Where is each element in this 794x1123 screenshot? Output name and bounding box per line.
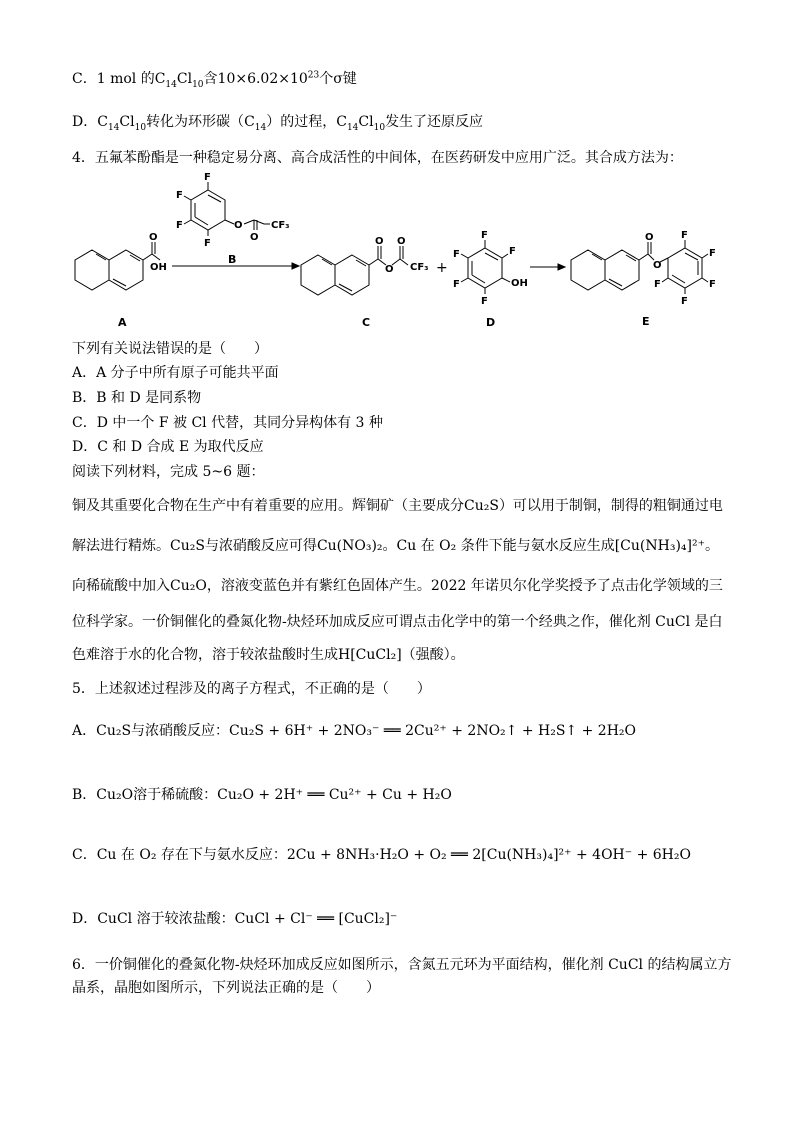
- atom-o: O: [645, 232, 654, 243]
- formula-c14cl10: $C_{14}Cl_{10}$: [154, 71, 204, 90]
- molecule-a: [75, 232, 167, 290]
- formula-cu2o: Cu₂O: [170, 578, 207, 594]
- atom-o: O: [234, 220, 243, 231]
- label-e: E: [642, 315, 650, 328]
- label-a: A: [118, 316, 127, 329]
- plus-sign: +: [436, 260, 448, 276]
- material-line-1: 铜及其重要化合物在生产中有着重要的应用。辉铜矿（主要成分Cu₂S）可以用于制铜，制得的粗铜通过电: [72, 498, 723, 514]
- formula-cu2s: Cu₂S: [170, 538, 205, 554]
- formula-c14: $C_{14}$: [244, 114, 267, 133]
- formula-cu2s: Cu₂S: [464, 498, 499, 514]
- formula-c14cl10: $C_{14}Cl_{10}$: [97, 114, 147, 133]
- equation-a: Cu₂S + 6H⁺ + 2NO₃⁻ ══ 2Cu²⁺ + 2NO₂↑ + H₂S↑ + 2H₂O: [229, 723, 636, 739]
- q4-option-b: B．B 和 D 是同系物: [72, 390, 202, 406]
- formula-hcucl2: H[CuCl₂]: [338, 647, 402, 663]
- atom-f: F: [709, 248, 716, 259]
- atom-f: F: [481, 230, 488, 241]
- q6-line-2: 晶系，晶胞如图所示，下列说法正确的是（ ）: [72, 980, 380, 996]
- atom-f: F: [481, 296, 488, 307]
- q4-stem: 4．五氟苯酚酯是一种稳定易分离、高合成活性的中间体，在医药研发中应用广泛。其合成方法为：: [72, 150, 683, 166]
- atom-f: F: [453, 279, 460, 290]
- atom-f: F: [509, 246, 516, 257]
- arrowhead: [558, 264, 565, 270]
- atom-f: F: [453, 249, 460, 260]
- q5-option-a: A．Cu₂S与浓硝酸反应：Cu₂S + 6H⁺ + 2NO₃⁻ ══ 2Cu²⁺ + 2NO₂↑ + H₂S↑ + 2H₂O: [72, 723, 636, 739]
- atom-o: O: [375, 236, 384, 247]
- atom-f: F: [681, 296, 688, 307]
- material-line-5: 色难溶于水的化合物，溶于较浓盐酸时生成H[CuCl₂]（强酸）。: [72, 647, 465, 663]
- atom-oh: OH: [511, 278, 528, 289]
- q6-line-1: 6．一价铜催化的叠氮化物-炔烃环加成反应如图所示，含氮五元环为平面结构，催化剂 CuCl 的结构属立方: [72, 957, 732, 973]
- atom-cf3: CF₃: [410, 262, 429, 273]
- q3-option-d: D．$C_{14}Cl_{10}$转化为环形碳$(C_{14})$的过程，$C_{14}Cl_{10}$发生了还原反应: [72, 114, 484, 133]
- reading-intro: 阅读下列材料，完成 5~6 题：: [72, 464, 265, 480]
- arrowhead: [292, 263, 299, 269]
- atom-o: O: [149, 232, 158, 243]
- equation-b: Cu₂O + 2H⁺ ══ Cu²⁺ + Cu + H₂O: [217, 787, 452, 803]
- atom-o: O: [385, 264, 394, 275]
- material-line-2: 解法进行精炼。Cu₂S与浓硝酸反应可得Cu(NO₃)₂。Cu 在 O₂ 条件下能与氨水反应生成[Cu(NH₃)₄]²⁺。: [72, 538, 719, 554]
- atom-cf3: CF₃: [271, 220, 290, 231]
- atom-f: F: [204, 238, 211, 249]
- atom-f: F: [176, 220, 183, 231]
- formula-cu-nh3-4: [Cu(NH₃)₄]²⁺: [614, 538, 705, 554]
- molecule-e: [571, 230, 716, 307]
- q4-option-c: C．D 中一个 F 被 Cl 代替，其同分异构体有 3 种: [72, 415, 383, 431]
- q5-stem: 5．上述叙述过程涉及的离子方程式，不正确的是（ ）: [72, 681, 431, 697]
- atom-o: O: [250, 232, 259, 243]
- label-b: B: [228, 253, 237, 266]
- atom-f: F: [176, 190, 183, 201]
- molecule-d: [453, 230, 528, 307]
- atom-f: F: [709, 279, 716, 290]
- molecule-b: [176, 172, 290, 249]
- material-line-4: 位科学家。一价铜催化的叠氮化物-炔烃环加成反应可谓点击化学中的第一个经典之作，催化剂 CuCl 是白: [72, 614, 723, 630]
- atom-o: O: [397, 236, 406, 247]
- equation-d: CuCl + Cl⁻ ══ [CuCl₂]⁻: [234, 911, 398, 927]
- q5-option-b: B．Cu₂O溶于稀硫酸：Cu₂O + 2H⁺ ══ Cu²⁺ + Cu + H₂O: [72, 787, 452, 803]
- q5-option-d: D．CuCl 溶于较浓盐酸：CuCl + Cl⁻ ══ [CuCl₂]⁻: [72, 911, 398, 927]
- material-line-3: 向稀硫酸中加入Cu₂O，溶液变蓝色并有紫红色固体产生。2022 年诺贝尔化学奖授予了点击化学领域的三: [72, 578, 723, 594]
- q4-reaction-scheme: [0, 170, 794, 340]
- label-d: D: [486, 316, 496, 329]
- molecule-c: [301, 236, 429, 295]
- label-c: C: [362, 316, 371, 329]
- atom-o: O: [653, 260, 662, 271]
- atom-oh: OH: [150, 262, 167, 273]
- atom-f: F: [654, 279, 661, 290]
- atom-f: F: [681, 230, 688, 241]
- equation-c: 2Cu + 8NH₃·H₂O + O₂ ══ 2[Cu(NH₃)₄]²⁺ + 4OH⁻ + 6H₂O: [286, 847, 691, 863]
- formula-cu-no3-2: Cu(NO₃)₂: [316, 538, 383, 554]
- atom-f: F: [204, 172, 211, 183]
- q3-option-c: C．1 mol 的$C_{14}Cl_{10}$含$10\times 6.02\times 10^{23}$个σ键: [72, 70, 357, 90]
- formula-c14cl10: $C_{14}Cl_{10}$: [336, 114, 386, 133]
- q4-option-d: D．C 和 D 合成 E 为取代反应: [72, 439, 264, 455]
- q4-question: 下列有关说法错误的是（ ）: [72, 341, 268, 357]
- q4-option-a: A．A 分子中所有原子可能共平面: [72, 365, 279, 381]
- q5-option-c: C．Cu 在 O₂ 存在下与氨水反应：2Cu + 8NH₃·H₂O + O₂ ══ 2[Cu(NH₃)₄]²⁺ + 4OH⁻ + 6H₂O: [72, 847, 691, 863]
